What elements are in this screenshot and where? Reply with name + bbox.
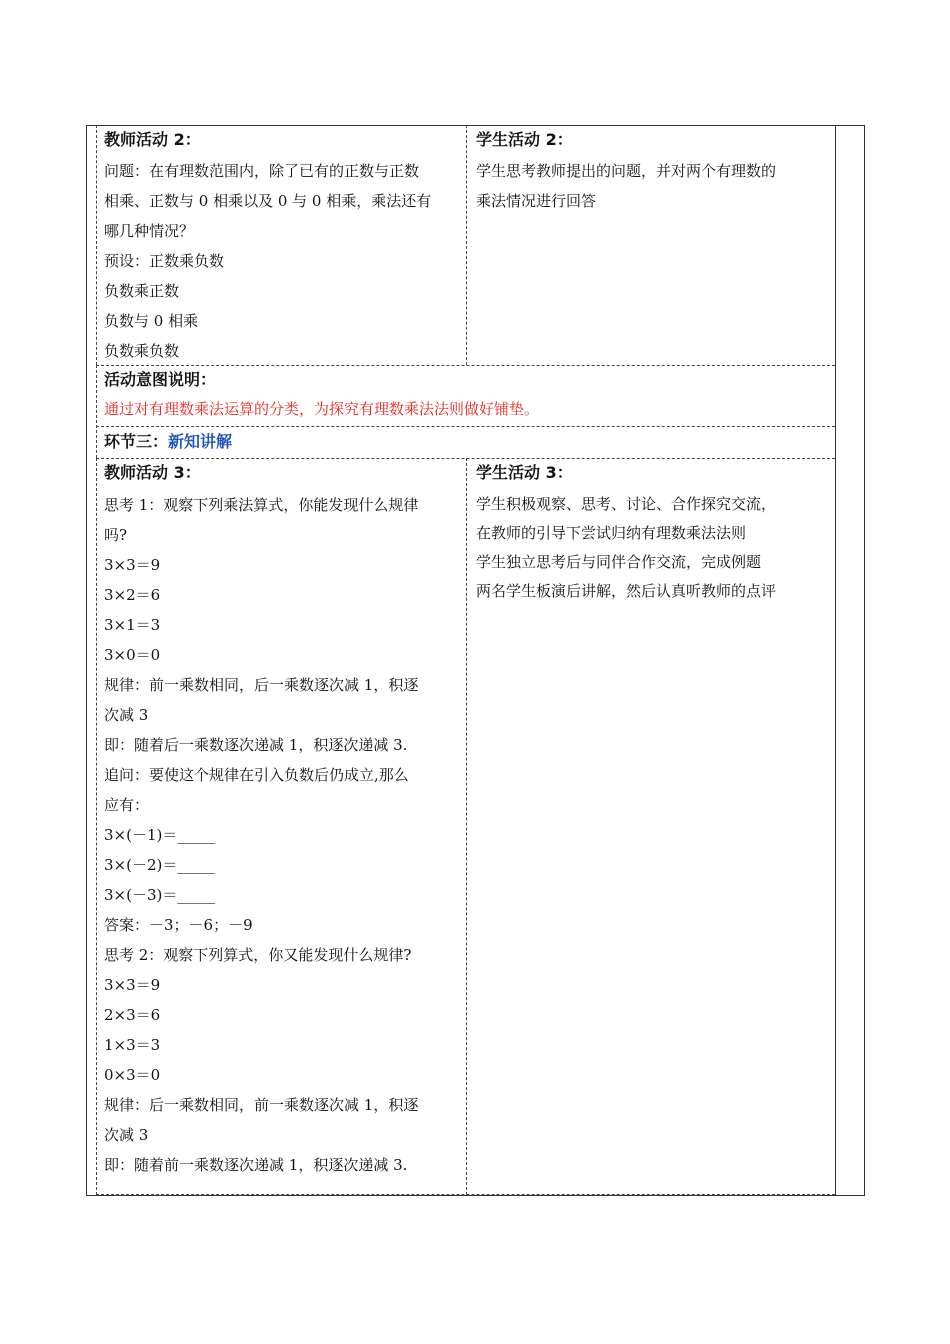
activity-intent-text: 通过对有理数乘法运算的分类，为探究有理数乘法法则做好铺垫。 [104, 400, 540, 418]
text-line: 1×3＝3 [104, 1036, 161, 1054]
column-divider [96, 458, 97, 1195]
student-activity-2-title: 学生活动 2： [476, 130, 573, 149]
text-line: 学生独立思考后与同伴合作交流，完成例题 [476, 553, 762, 571]
teacher-activity-2-body [104, 156, 464, 366]
student-activity-3-cell [476, 459, 831, 606]
text-line: 相乘、正数与 0 相乘以及 0 与 0 相乘，乘法还有 [104, 192, 432, 210]
student-activity-2-body [476, 156, 831, 216]
text-line: 3×3＝9 [104, 556, 161, 574]
text-line: 哪几种情况？ [104, 222, 195, 240]
teacher-activity-2-cell [104, 126, 464, 366]
text-line: 0×3＝0 [104, 1066, 161, 1084]
text-line: 3×2＝6 [104, 586, 161, 604]
stage-heading [104, 428, 829, 456]
activity-intent-cell [104, 366, 829, 424]
text-line: 思考 1：观察下列乘法算式，你能发现什么规律 [104, 496, 419, 514]
student-activity-2-cell [476, 126, 831, 216]
text-line: 3×(－3)＝_____ [104, 886, 215, 904]
teacher-activity-3-body [104, 490, 464, 1180]
text-line: 3×1＝3 [104, 616, 161, 634]
column-divider [96, 365, 97, 458]
column-divider [96, 125, 97, 365]
activity-intent-title: 活动意图说明： [104, 370, 217, 389]
table-right-margin-column [835, 125, 836, 1196]
text-line: 3×3＝9 [104, 976, 161, 994]
text-line: 追问：要使这个规律在引入负数后仍成立,那么 [104, 766, 409, 784]
text-line: 两名学生板演后讲解，然后认真听教师的点评 [476, 582, 777, 600]
teacher-activity-2-title: 教师活动 2： [104, 130, 201, 149]
text-line: 负数乘负数 [104, 342, 180, 360]
text-line: 3×(－2)＝_____ [104, 856, 215, 874]
text-line: 乘法情况进行回答 [476, 192, 597, 210]
stage-label: 环节三： [104, 432, 169, 451]
teacher-activity-3-cell [104, 459, 464, 1180]
student-activity-3-title: 学生活动 3： [476, 463, 573, 482]
text-line: 负数与 0 相乘 [104, 312, 199, 330]
text-line: 次减 3 [104, 706, 149, 724]
row-divider [96, 426, 835, 427]
text-line: 学生思考教师提出的问题，并对两个有理数的 [476, 162, 777, 180]
text-line: 2×3＝6 [104, 1006, 161, 1024]
text-line: 应有： [104, 796, 150, 814]
text-line: 3×(－1)＝_____ [104, 826, 215, 844]
text-line: 负数乘正数 [104, 282, 180, 300]
text-line: 思考 2：观察下列算式，你又能发现什么规律? [104, 946, 412, 964]
stage-name: 新知讲解 [168, 432, 233, 451]
text-line: 预设：正数乘负数 [104, 252, 225, 270]
text-line: 问题：在有理数范围内，除了已有的正数与正数 [104, 162, 420, 180]
text-line: 规律：前一乘数相同，后一乘数逐次减 1，积逐 [104, 676, 419, 694]
text-line: 规律：后一乘数相同，前一乘数逐次减 1，积逐 [104, 1096, 419, 1114]
text-line: 学生积极观察、思考、讨论、合作探究交流， [476, 495, 777, 513]
column-divider [466, 458, 467, 1195]
text-line: 次减 3 [104, 1126, 149, 1144]
text-line: 3×0＝0 [104, 646, 161, 664]
text-line: 答案：－3；－6；－9 [104, 916, 253, 934]
text-line: 吗? [104, 526, 128, 544]
text-line: 即：随着后一乘数逐次递减 1，积逐次递减 3. [104, 736, 408, 754]
teacher-activity-3-title: 教师活动 3： [104, 463, 201, 482]
text-line: 在教师的引导下尝试归纳有理数乘法法则 [476, 524, 747, 542]
student-activity-3-body [476, 490, 831, 606]
column-divider [466, 125, 467, 365]
text-line: 即：随着前一乘数逐次递减 1，积逐次递减 3. [104, 1156, 408, 1174]
